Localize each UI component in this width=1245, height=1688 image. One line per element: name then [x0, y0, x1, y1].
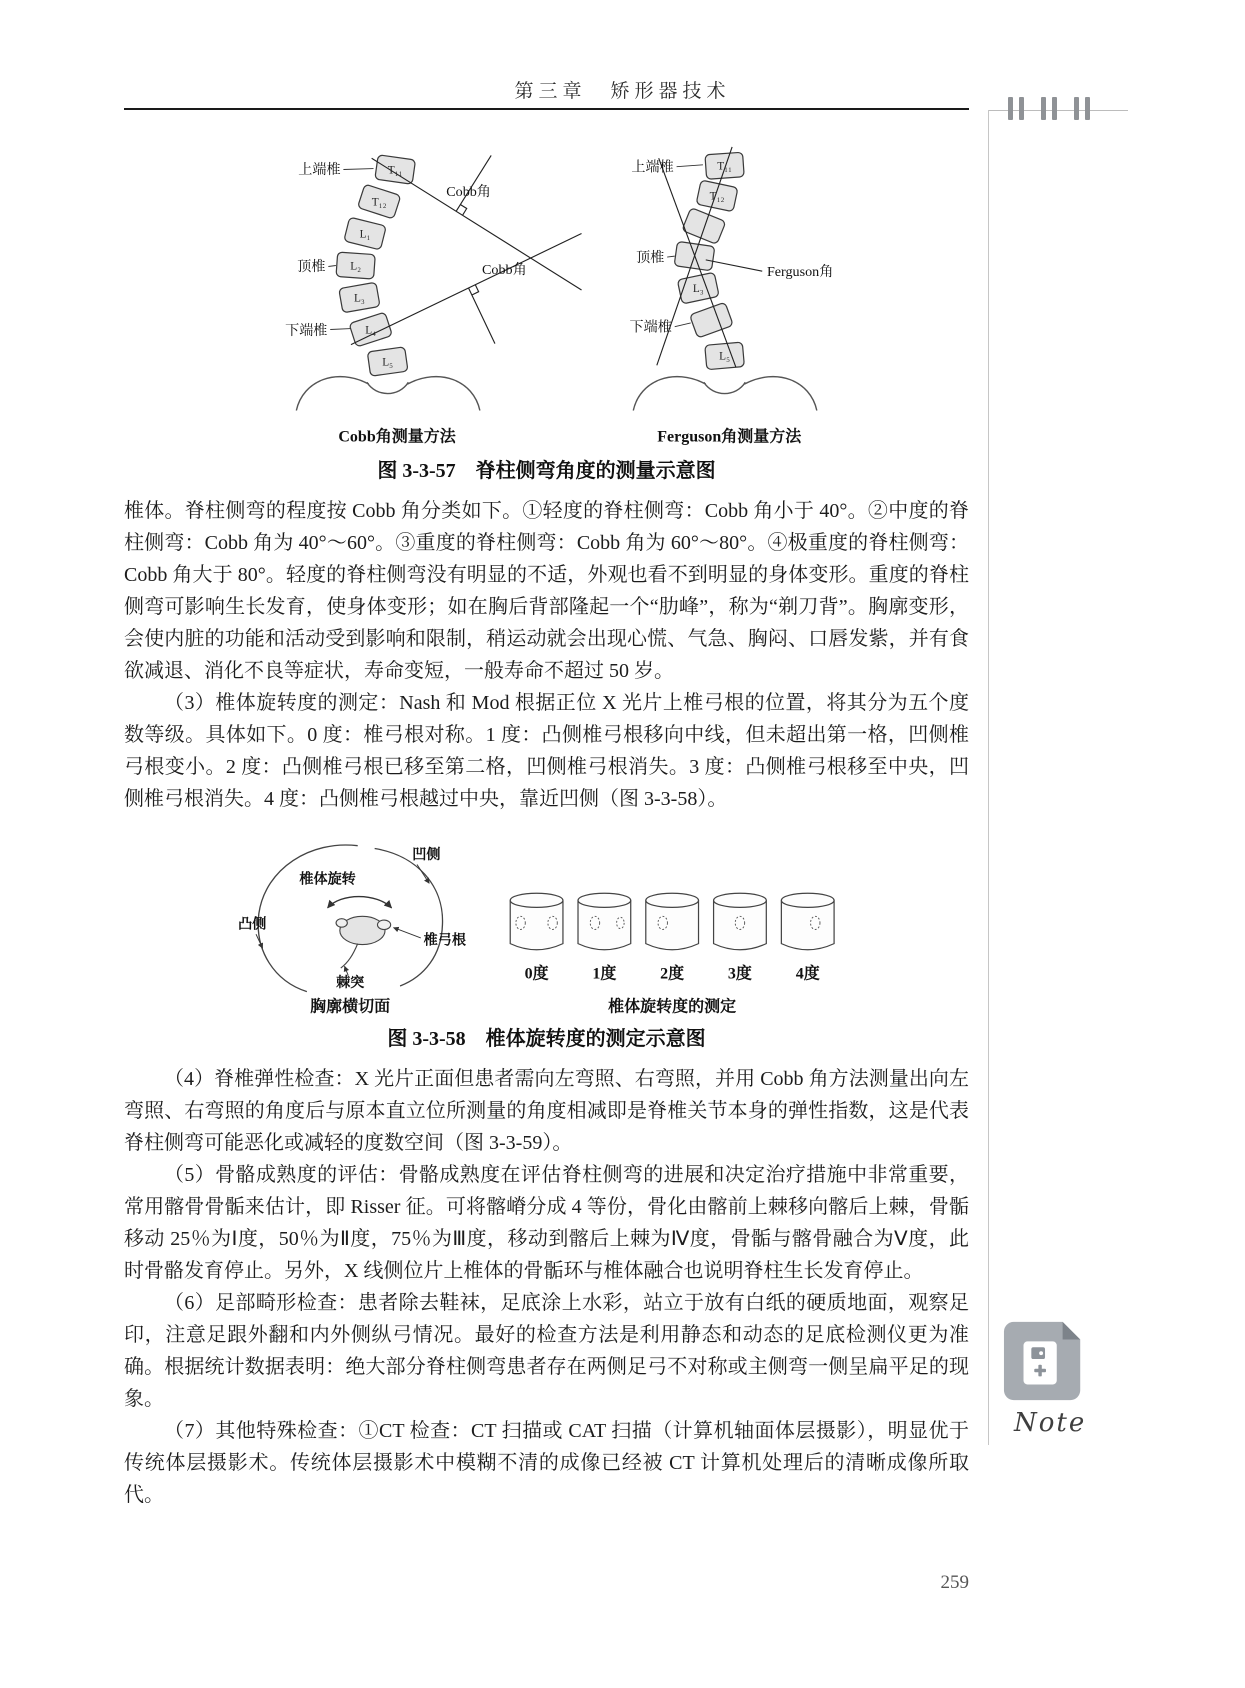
- figure-3-3-58: [124, 825, 969, 1051]
- svg-text:L₁: L₁: [359, 228, 371, 241]
- svg-text:L₄: L₄: [365, 324, 377, 337]
- bar: [1085, 97, 1090, 120]
- svg-text:T₁₂: T₁₂: [709, 190, 725, 203]
- note-clipboard-icon: [1002, 1316, 1090, 1404]
- label-cobb-angle-1: Cobb角: [446, 183, 491, 200]
- svg-text:L₅: L₅: [382, 356, 394, 369]
- bar: [1074, 97, 1079, 120]
- bar-pair: [1008, 97, 1024, 120]
- cobb-pelvis: [296, 377, 480, 411]
- svg-text:L₅: L₅: [719, 350, 731, 363]
- svg-text:1度: 1度: [592, 965, 617, 983]
- ferguson-method-caption: Ferguson角测量方法: [657, 428, 802, 446]
- svg-text:L₂: L₂: [350, 260, 362, 273]
- label-ferguson-angle: Ferguson角: [766, 263, 834, 280]
- label-apex-vertebra-right: 顶椎: [636, 249, 665, 266]
- body-paragraph-6: （7）其他特殊检查：①CT 检查：CT 扫描或 CAT 扫描（计算机轴面体层摄影），明显优于传统体层摄影术。传统体层摄影术中模糊不清的成像已经被 CT 计算机处理后的清晰成像所取代。: [124, 1420, 969, 1506]
- svg-text:3度: 3度: [727, 965, 752, 983]
- label-upper-end-vertebra-right: 上端椎: [631, 159, 674, 176]
- label-vertebra-rotation: 椎体旋转: [299, 871, 356, 888]
- bar: [1052, 97, 1057, 120]
- label-lower-end-vertebra-left: 下端椎: [285, 323, 328, 340]
- rotation-grade-labels: [525, 963, 820, 982]
- figure-3-3-58-graphic: [216, 825, 876, 1018]
- svg-text:L₃: L₃: [692, 282, 704, 295]
- svg-text:4度: 4度: [795, 965, 820, 983]
- bar: [1019, 97, 1024, 120]
- label-spinous-process: 棘突: [336, 974, 365, 991]
- label-apex-vertebra-left: 顶椎: [297, 259, 326, 276]
- svg-text:2度: 2度: [660, 965, 685, 983]
- figure-3-3-57-graphic: [254, 130, 894, 450]
- header-rule: [124, 108, 969, 110]
- svg-text:T₁₁: T₁₁: [387, 164, 403, 177]
- label-concave-side: 凹侧: [412, 846, 441, 863]
- label-lower-end-vertebra-right: 下端椎: [629, 319, 672, 336]
- body-paragraph-4: （5）骨骼成熟度的评估：骨骼成熟度在评估脊柱侧弯的进展和决定治疗措施中非常重要，常用髂骨骨骺来估计，即 Risser 征。可将髂嵴分成 4 等份，骨化由髂前上棘移向髂后上棘，骨骺移动 25％为Ⅰ度，50％为Ⅱ度，75％为Ⅲ度，移动到髂后上棘为Ⅳ度，骨骺与髂骨融合为Ⅴ度，此时骨骼发育停止。另外，X 线侧位片上椎体的骨骺环与椎体融合也说明脊柱生长发育停止。: [124, 1164, 969, 1282]
- svg-text:T₁₁: T₁₁: [717, 160, 732, 173]
- ferguson-pelvis: [633, 377, 817, 411]
- cobb-spine-vertebrae: [336, 155, 416, 376]
- body-paragraph-5: （6）足部畸形检查：患者除去鞋袜，足底涂上水彩，站立于放有白纸的硬质地面，观察足印，注意足跟外翻和内外侧纵弓情况。最好的检查方法是利用静态和动态的足底检测仪更为准确。根据统计数据表明：绝大部分脊柱侧弯患者存在两侧足弓不对称或主侧弯一侧呈扁平足的现象。: [124, 1292, 969, 1410]
- bar-pair: [1074, 97, 1090, 120]
- bar: [1008, 97, 1013, 120]
- label-upper-end-vertebra-left: 上端椎: [298, 162, 341, 179]
- cross-section-caption: 胸廓横切面: [310, 998, 391, 1016]
- svg-text:0度: 0度: [524, 965, 549, 983]
- bar-pair: [1041, 97, 1057, 120]
- rotation-grade-cylinders: [510, 893, 834, 949]
- decorative-bars: [1008, 97, 1090, 120]
- svg-text:L₃: L₃: [353, 292, 365, 305]
- label-cobb-angle-2: Cobb角: [482, 262, 527, 278]
- right-margin-line: [988, 110, 989, 1445]
- rotation-arrow: [328, 897, 392, 908]
- figure-3-3-57-caption: 图 3-3-57 脊柱侧弯角度的测量示意图: [377, 460, 716, 482]
- bar: [1041, 97, 1046, 120]
- label-pedicle: 椎弓根: [423, 932, 466, 949]
- body-paragraph-2: （3）椎体旋转度的测定：Nash 和 Mod 根据正位 X 光片上椎弓根的位置，将其分为五个度数等级。具体如下。0 度：椎弓根对称。1 度：凸侧椎弓根移向中线，但未超出第一格，凹侧椎弓根变小。2 度：凸侧椎弓根已移至第二格，凹侧椎弓根消失。3 度：凸侧椎弓根移至中央，凹侧椎弓根消失。4 度：凸侧椎弓根越过中央，靠近凹侧（图 3-3-58）。: [124, 692, 969, 810]
- figure-3-3-58-caption: 图 3-3-58 椎体旋转度的测定示意图: [387, 1028, 706, 1050]
- svg-text:T₁₂: T₁₂: [371, 196, 387, 209]
- page-content: [124, 130, 969, 1511]
- vertebra-cross-section: [336, 916, 391, 968]
- chapter-header: 第三章 矫形器技术: [514, 81, 731, 102]
- note-icon: [1002, 1316, 1090, 1409]
- cobb-method-caption: Cobb角测量方法: [338, 428, 456, 446]
- page-number: 259: [940, 1572, 969, 1593]
- body-paragraph-1: 椎体。脊柱侧弯的程度按 Cobb 角分类如下。①轻度的脊柱侧弯：Cobb 角小于 40°。②中度的脊柱侧弯：Cobb 角为 40°～60°。③重度的脊柱侧弯：Cobb 角为 60°～80°。④极重度的脊柱侧弯：Cobb 角大于 80°。轻度的脊柱侧弯没有明显的不适，外观也看不到明显的身体变形。重度的脊柱侧弯可影响生长发育，使身体变形；如在胸后背部隆起一个“肋峰”，称为“剃刀背”。胸廓变形，会使内脏的功能和活动受到影响和限制，稍运动就会出现心慌、气急、胸闷、口唇发紫，并有食欲减退、消化不良等症状，寿命变短，一般寿命不超过 50 岁。: [124, 500, 969, 682]
- note-label: Note: [1014, 1408, 1087, 1438]
- body-paragraph-3: （4）脊椎弹性检查：X 光片正面但患者需向左弯照、右弯照，并用 Cobb 角方法测量出向左弯照、右弯照的角度后与原本直立位所测量的角度相减即是脊椎关节本身的弹性指数，这是代表脊柱侧弯可能恶化或减轻的度数空间（图 3-3-59）。: [124, 1068, 969, 1154]
- label-convex-side: 凸侧: [238, 916, 267, 933]
- figure-3-3-57: [124, 130, 969, 483]
- rotation-measure-caption: 椎体旋转度的测定: [608, 998, 737, 1016]
